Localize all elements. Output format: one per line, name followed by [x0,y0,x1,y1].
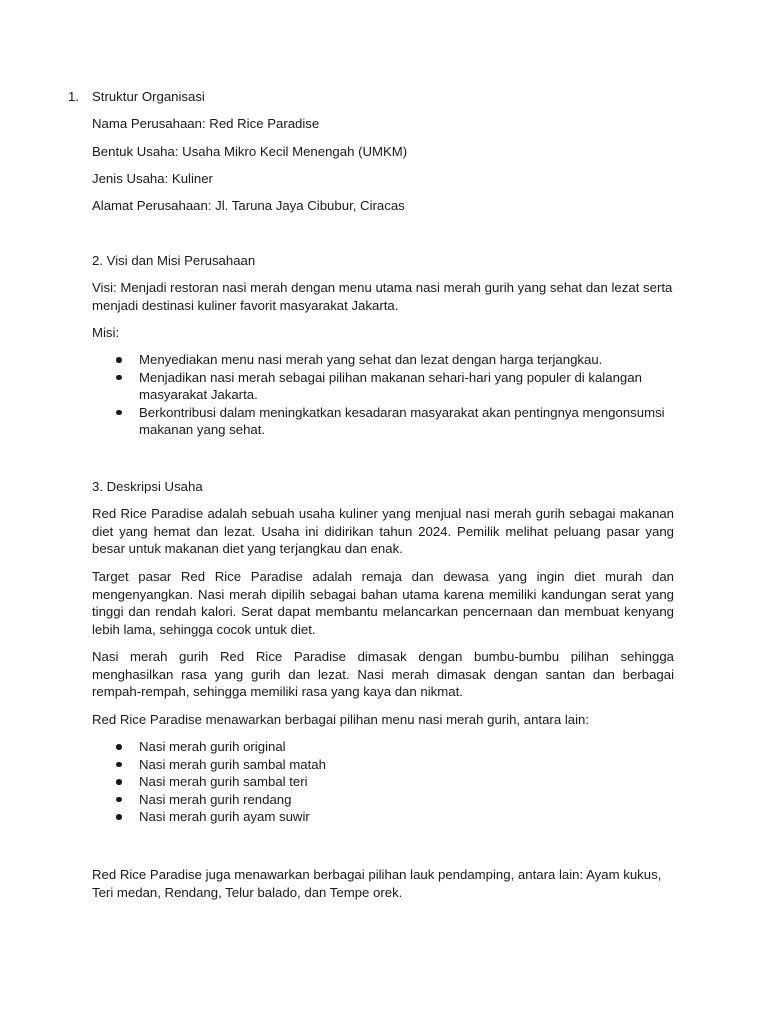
list-item: Menyediakan menu nasi merah yang sehat dan lezat dengan harga terjangkau. [92,351,674,369]
company-address-line: Alamat Perusahaan: Jl. Taruna Jaya Cibubur, Ciracas [92,198,405,213]
bullet-icon [116,410,122,416]
list-item: Nasi merah gurih rendang [92,791,674,809]
misi-list [92,351,674,439]
visi-paragraph: Visi: Menjadi restoran nasi merah dengan menu utama nasi merah gurih yang sehat dan lezat serta menjadi destinasi kuliner favorit masyarakat Jakarta. [92,280,673,313]
target-market-paragraph: Target pasar Red Rice Paradise adalah remaja dan dewasa yang ingin diet murah dan mengenyangkan. Nasi merah dipilih sebagai bahan utama karena memiliki kandungan serat yang tinggi dan rendah kalori. Serat dapat membantu melancarkan pencernaan dan membuat kenyang lebih lama, sehingga cocok untuk diet. [92,569,674,637]
bullet-icon [116,797,122,803]
section3-heading: 3. Deskripsi Usaha [92,479,203,494]
list-item: Menjadikan nasi merah sebagai pilihan makanan sehari-hari yang populer di kalangan masyarakat Jakarta. [92,369,674,404]
list-item: Berkontribusi dalam meningkatkan kesadaran masyarakat akan pentingnya mengonsumsi makanan yang sehat. [92,404,674,439]
section1-number: 1. [68,89,79,104]
bullet-icon [116,357,122,363]
cooking-paragraph: Nasi merah gurih Red Rice Paradise dimasak dengan bumbu-bumbu pilihan sehingga menghasilkan rasa yang gurih dan lezat. Nasi merah dimasak dengan santan dan berbagai rempah-rempah, sehingga memiliki rasa yang kaya dan nikmat. [92,649,674,699]
list-item: Nasi merah gurih sambal teri [92,773,674,791]
bullet-icon [116,744,122,750]
side-dishes-paragraph: Red Rice Paradise juga menawarkan berbagai pilihan lauk pendamping, antara lain: Ayam kukus, Teri medan, Rendang, Telur balado, dan Tempe orek. [92,867,662,900]
bullet-icon [116,779,122,785]
bullet-icon [116,814,122,820]
menu-intro-paragraph: Red Rice Paradise menawarkan berbagai pilihan menu nasi merah gurih, antara lain: [92,712,590,727]
list-item: Nasi merah gurih original [92,738,674,756]
misi-label: Misi: [92,325,120,340]
bullet-icon [116,375,122,381]
business-form-line: Bentuk Usaha: Usaha Mikro Kecil Menengah (UMKM) [92,144,408,159]
description-paragraph: Red Rice Paradise adalah sebuah usaha kuliner yang menjual nasi merah gurih sebagai makanan diet yang hemat dan lezat. Usaha ini didirikan tahun 2024. Pemilik melihat peluang pasar yang besar untuk makanan diet yang terjangkau dan enak. [92,506,674,556]
menu-list [92,738,674,826]
company-name-line: Nama Perusahaan: Red Rice Paradise [92,116,320,131]
bullet-icon [116,762,122,768]
section2-heading: 2. Visi dan Misi Perusahaan [92,253,256,268]
list-item: Nasi merah gurih sambal matah [92,756,674,774]
business-type-line: Jenis Usaha: Kuliner [92,171,213,186]
list-item: Nasi merah gurih ayam suwir [92,808,674,826]
section1-heading: Struktur Organisasi [92,89,205,104]
